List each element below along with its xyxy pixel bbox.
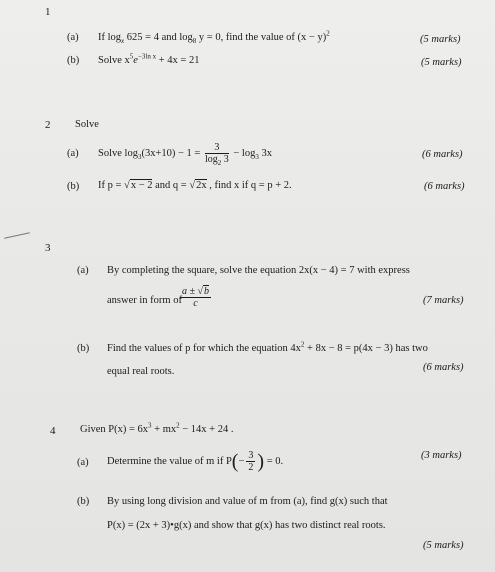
q3b-text-line2: equal real roots. xyxy=(107,366,175,377)
q4b-marks: (5 marks) xyxy=(423,540,464,551)
q3a-text-line1: By completing the square, solve the equation 2x(x − 4) = 7 with express xyxy=(107,265,410,276)
q4-given: Given $P(x) = 6x^3 + mx^2 - 14x + 24$ . xyxy=(80,421,234,435)
q3a-fraction: $\frac{a \pm √b}{c}$ xyxy=(182,286,209,309)
q2a-fraction: $\frac{3}{\log_2 3}$ xyxy=(204,142,229,168)
q3a-text-line2: answer in form of xyxy=(107,295,182,306)
q4b-text-line2: P(x) = (2x + 3)•g(x) and show that g(x) has two distinct real roots. xyxy=(107,520,386,531)
q3b-text-line1: Find the values of p for which the equation $4x^2 + 8x - 8 = p(4x - 3)$ has two xyxy=(107,340,428,354)
q4a-text: Determine the value of m if P(− $\frac{3}{2}$ ) = 0. xyxy=(107,450,284,474)
q3b-label: (b) xyxy=(77,343,90,354)
page-number: 1 xyxy=(45,6,51,18)
q3a-label: (a) xyxy=(77,265,89,276)
q2a-text: Solve $\log_3(3x+10) - 1$ = $\frac{3}{\log_2 3}$ − $\log_3 3x$ xyxy=(98,142,272,168)
q4a-label: (a) xyxy=(77,457,89,468)
q3a-marks: (7 marks) xyxy=(423,295,464,306)
q2-title: Solve xyxy=(75,119,99,130)
q4a-marks: (3 marks) xyxy=(421,450,462,461)
q4b-text-line1: By using long division and value of m from (a), find g(x) such that xyxy=(107,496,388,507)
q2a-marks: (6 marks) xyxy=(422,149,463,160)
q2b-text: If p = √x − 2 and q = √2x , find x if q = p + 2. xyxy=(98,180,292,191)
q3-number: 3 xyxy=(45,242,51,254)
q2b-marks: (6 marks) xyxy=(424,181,465,192)
q1b-label: (b) xyxy=(67,55,80,66)
q1a-marks: (5 marks) xyxy=(420,34,461,45)
pen-stroke xyxy=(4,232,30,238)
q2a-label: (a) xyxy=(67,148,79,159)
q3b-marks: (6 marks) xyxy=(423,362,464,373)
q2b-label: (b) xyxy=(67,181,80,192)
q1b-text: Solve $x^5e^{-3ln x} + 4x = 21$ xyxy=(98,52,200,66)
q2-number: 2 xyxy=(45,119,51,131)
q4b-label: (b) xyxy=(77,496,90,507)
q1a-text: If $\log_x 625 = 4$ and $\log_8 y = 0$, find the value of $(x - y)^2$ xyxy=(98,29,330,46)
q1b-marks: (5 marks) xyxy=(421,57,462,68)
q1a-label: (a) xyxy=(67,32,79,43)
q4-number: 4 xyxy=(50,425,56,437)
